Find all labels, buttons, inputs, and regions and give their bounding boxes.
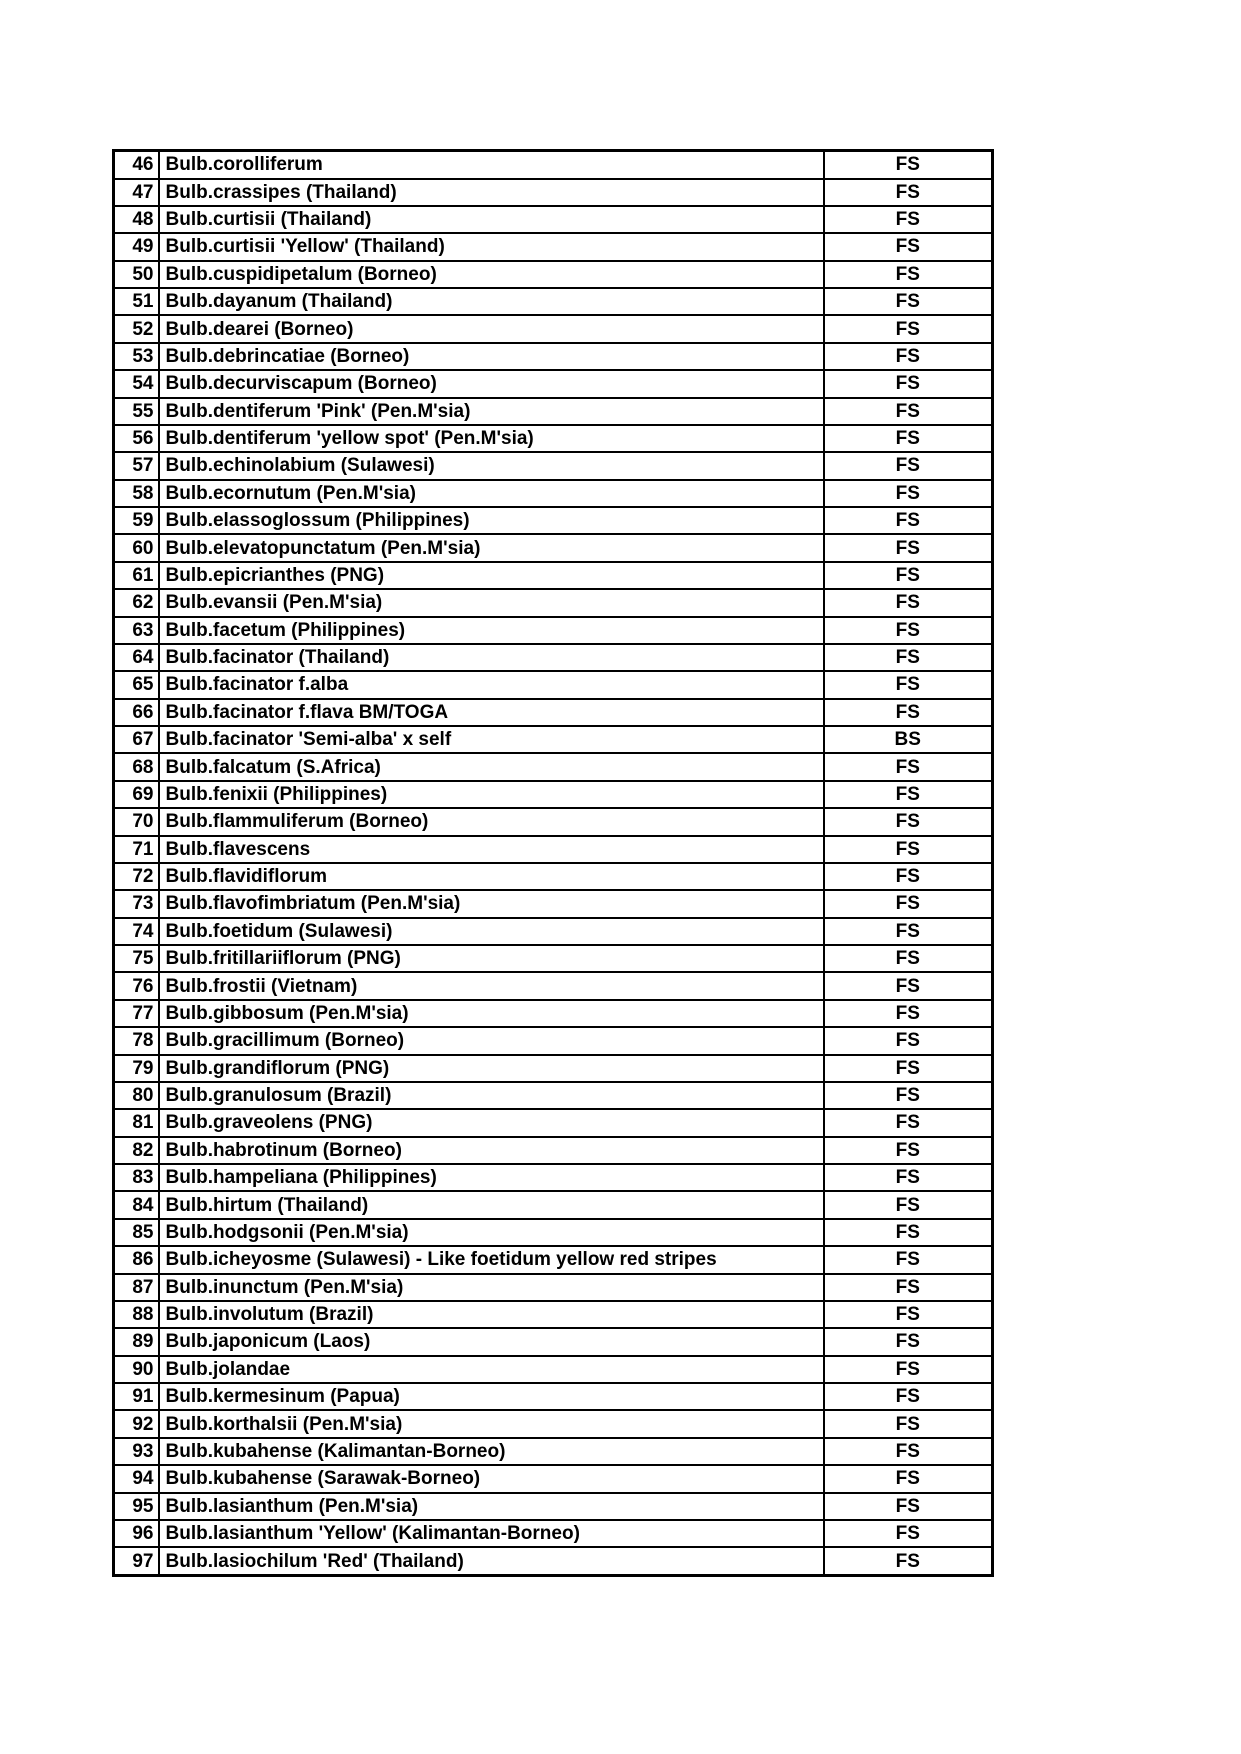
row-number: 69 xyxy=(114,781,159,808)
row-name: Bulb.korthalsii (Pen.M'sia) xyxy=(159,1410,824,1437)
row-name: Bulb.dearei (Borneo) xyxy=(159,315,824,342)
table-row xyxy=(114,1438,993,1465)
table-row xyxy=(114,726,993,753)
row-number: 78 xyxy=(114,1027,159,1054)
table-row xyxy=(114,315,993,342)
row-status: FS xyxy=(824,890,993,917)
row-status: FS xyxy=(824,1246,993,1273)
row-status: FS xyxy=(824,753,993,780)
row-status: FS xyxy=(824,1109,993,1136)
row-name: Bulb.curtisii 'Yellow' (Thailand) xyxy=(159,233,824,260)
row-name: Bulb.kubahense (Sarawak-Borneo) xyxy=(159,1465,824,1492)
row-status: BS xyxy=(824,726,993,753)
row-name: Bulb.debrincatiae (Borneo) xyxy=(159,343,824,370)
row-name: Bulb.decurviscapum (Borneo) xyxy=(159,370,824,397)
row-name: Bulb.lasiochilum 'Red' (Thailand) xyxy=(159,1547,824,1575)
row-name: Bulb.echinolabium (Sulawesi) xyxy=(159,452,824,479)
table-row xyxy=(114,589,993,616)
row-number: 68 xyxy=(114,753,159,780)
row-name: Bulb.kermesinum (Papua) xyxy=(159,1383,824,1410)
row-number: 74 xyxy=(114,918,159,945)
row-number: 85 xyxy=(114,1219,159,1246)
row-number: 96 xyxy=(114,1520,159,1547)
table-row xyxy=(114,206,993,233)
table-row xyxy=(114,972,993,999)
row-name: Bulb.icheyosme (Sulawesi) - Like foetidum yellow red stripes xyxy=(159,1246,824,1273)
table-row xyxy=(114,233,993,260)
row-number: 90 xyxy=(114,1356,159,1383)
row-name: Bulb.japonicum (Laos) xyxy=(159,1328,824,1355)
table-row xyxy=(114,562,993,589)
row-number: 62 xyxy=(114,589,159,616)
row-number: 70 xyxy=(114,808,159,835)
row-number: 95 xyxy=(114,1493,159,1520)
row-name: Bulb.grandiflorum (PNG) xyxy=(159,1055,824,1082)
row-number: 82 xyxy=(114,1137,159,1164)
row-number: 56 xyxy=(114,425,159,452)
row-status: FS xyxy=(824,1383,993,1410)
species-table-body xyxy=(114,151,993,1576)
table-row xyxy=(114,1547,993,1575)
row-status: FS xyxy=(824,398,993,425)
table-row xyxy=(114,1383,993,1410)
row-number: 80 xyxy=(114,1082,159,1109)
row-name: Bulb.habrotinum (Borneo) xyxy=(159,1137,824,1164)
row-status: FS xyxy=(824,261,993,288)
row-name: Bulb.inunctum (Pen.M'sia) xyxy=(159,1274,824,1301)
row-name: Bulb.hampeliana (Philippines) xyxy=(159,1164,824,1191)
row-name: Bulb.facetum (Philippines) xyxy=(159,617,824,644)
row-number: 50 xyxy=(114,261,159,288)
table-row xyxy=(114,808,993,835)
row-status: FS xyxy=(824,480,993,507)
row-status: FS xyxy=(824,1547,993,1575)
table-row xyxy=(114,1000,993,1027)
table-row xyxy=(114,1219,993,1246)
row-name: Bulb.facinator 'Semi-alba' x self xyxy=(159,726,824,753)
row-number: 63 xyxy=(114,617,159,644)
row-name: Bulb.epicrianthes (PNG) xyxy=(159,562,824,589)
row-status: FS xyxy=(824,1191,993,1218)
row-number: 81 xyxy=(114,1109,159,1136)
table-row xyxy=(114,370,993,397)
row-name: Bulb.graveolens (PNG) xyxy=(159,1109,824,1136)
table-row xyxy=(114,1109,993,1136)
row-name: Bulb.facinator f.alba xyxy=(159,671,824,698)
row-status: FS xyxy=(824,808,993,835)
row-name: Bulb.hirtum (Thailand) xyxy=(159,1191,824,1218)
row-status: FS xyxy=(824,315,993,342)
row-status: FS xyxy=(824,1493,993,1520)
row-number: 79 xyxy=(114,1055,159,1082)
row-name: Bulb.curtisii (Thailand) xyxy=(159,206,824,233)
row-status: FS xyxy=(824,1520,993,1547)
row-name: Bulb.kubahense (Kalimantan-Borneo) xyxy=(159,1438,824,1465)
row-number: 49 xyxy=(114,233,159,260)
row-number: 76 xyxy=(114,972,159,999)
row-status: FS xyxy=(824,1438,993,1465)
table-row xyxy=(114,151,993,179)
row-status: FS xyxy=(824,863,993,890)
row-number: 64 xyxy=(114,644,159,671)
row-name: Bulb.dayanum (Thailand) xyxy=(159,288,824,315)
row-number: 93 xyxy=(114,1438,159,1465)
row-number: 52 xyxy=(114,315,159,342)
species-table xyxy=(112,149,994,1577)
row-status: FS xyxy=(824,836,993,863)
table-row xyxy=(114,425,993,452)
row-status: FS xyxy=(824,1055,993,1082)
row-number: 88 xyxy=(114,1301,159,1328)
row-status: FS xyxy=(824,972,993,999)
row-status: FS xyxy=(824,671,993,698)
row-name: Bulb.fritillariiflorum (PNG) xyxy=(159,945,824,972)
table-row xyxy=(114,398,993,425)
row-status: FS xyxy=(824,1465,993,1492)
row-status: FS xyxy=(824,534,993,561)
row-status: FS xyxy=(824,151,993,179)
table-row xyxy=(114,918,993,945)
table-row xyxy=(114,288,993,315)
row-status: FS xyxy=(824,781,993,808)
table-row xyxy=(114,1493,993,1520)
table-row xyxy=(114,1356,993,1383)
row-status: FS xyxy=(824,1164,993,1191)
row-name: Bulb.evansii (Pen.M'sia) xyxy=(159,589,824,616)
row-name: Bulb.involutum (Brazil) xyxy=(159,1301,824,1328)
table-row xyxy=(114,945,993,972)
row-number: 83 xyxy=(114,1164,159,1191)
row-status: FS xyxy=(824,562,993,589)
row-number: 87 xyxy=(114,1274,159,1301)
table-row xyxy=(114,1027,993,1054)
row-status: FS xyxy=(824,343,993,370)
row-status: FS xyxy=(824,452,993,479)
row-name: Bulb.flammuliferum (Borneo) xyxy=(159,808,824,835)
table-row xyxy=(114,534,993,561)
row-number: 92 xyxy=(114,1410,159,1437)
row-number: 71 xyxy=(114,836,159,863)
row-status: FS xyxy=(824,1082,993,1109)
row-status: FS xyxy=(824,918,993,945)
table-row xyxy=(114,836,993,863)
table-row xyxy=(114,753,993,780)
row-status: FS xyxy=(824,1328,993,1355)
row-number: 67 xyxy=(114,726,159,753)
row-number: 53 xyxy=(114,343,159,370)
table-row xyxy=(114,781,993,808)
row-name: Bulb.fenixii (Philippines) xyxy=(159,781,824,808)
row-number: 94 xyxy=(114,1465,159,1492)
row-number: 55 xyxy=(114,398,159,425)
row-status: FS xyxy=(824,945,993,972)
row-number: 48 xyxy=(114,206,159,233)
row-number: 97 xyxy=(114,1547,159,1575)
table-row xyxy=(114,1164,993,1191)
row-number: 51 xyxy=(114,288,159,315)
table-row xyxy=(114,1191,993,1218)
row-name: Bulb.facinator f.flava BM/TOGA xyxy=(159,699,824,726)
row-status: FS xyxy=(824,370,993,397)
row-name: Bulb.flavidiflorum xyxy=(159,863,824,890)
row-name: Bulb.lasianthum (Pen.M'sia) xyxy=(159,1493,824,1520)
row-name: Bulb.dentiferum 'Pink' (Pen.M'sia) xyxy=(159,398,824,425)
row-number: 61 xyxy=(114,562,159,589)
row-number: 86 xyxy=(114,1246,159,1273)
row-name: Bulb.frostii (Vietnam) xyxy=(159,972,824,999)
row-number: 73 xyxy=(114,890,159,917)
table-row xyxy=(114,480,993,507)
row-number: 72 xyxy=(114,863,159,890)
row-name: Bulb.crassipes (Thailand) xyxy=(159,179,824,206)
row-status: FS xyxy=(824,1356,993,1383)
table-row xyxy=(114,452,993,479)
row-number: 66 xyxy=(114,699,159,726)
row-name: Bulb.granulosum (Brazil) xyxy=(159,1082,824,1109)
row-number: 89 xyxy=(114,1328,159,1355)
table-row xyxy=(114,261,993,288)
row-number: 75 xyxy=(114,945,159,972)
row-name: Bulb.flavescens xyxy=(159,836,824,863)
row-status: FS xyxy=(824,507,993,534)
row-status: FS xyxy=(824,179,993,206)
row-status: FS xyxy=(824,589,993,616)
table-row xyxy=(114,863,993,890)
row-number: 65 xyxy=(114,671,159,698)
table-row xyxy=(114,644,993,671)
table-row xyxy=(114,1274,993,1301)
table-row xyxy=(114,1301,993,1328)
table-row xyxy=(114,1410,993,1437)
row-status: FS xyxy=(824,1219,993,1246)
row-number: 60 xyxy=(114,534,159,561)
row-status: FS xyxy=(824,1274,993,1301)
table-row xyxy=(114,699,993,726)
table-row xyxy=(114,1082,993,1109)
row-number: 77 xyxy=(114,1000,159,1027)
row-status: FS xyxy=(824,206,993,233)
row-name: Bulb.falcatum (S.Africa) xyxy=(159,753,824,780)
table-row xyxy=(114,617,993,644)
row-status: FS xyxy=(824,1301,993,1328)
table-row xyxy=(114,179,993,206)
row-name: Bulb.elassoglossum (Philippines) xyxy=(159,507,824,534)
table-row xyxy=(114,671,993,698)
table-row xyxy=(114,1137,993,1164)
row-name: Bulb.hodgsonii (Pen.M'sia) xyxy=(159,1219,824,1246)
row-status: FS xyxy=(824,1137,993,1164)
row-name: Bulb.flavofimbriatum (Pen.M'sia) xyxy=(159,890,824,917)
table-row xyxy=(114,1520,993,1547)
row-number: 46 xyxy=(114,151,159,179)
row-name: Bulb.jolandae xyxy=(159,1356,824,1383)
row-name: Bulb.corolliferum xyxy=(159,151,824,179)
row-status: FS xyxy=(824,617,993,644)
row-name: Bulb.cuspidipetalum (Borneo) xyxy=(159,261,824,288)
row-number: 57 xyxy=(114,452,159,479)
table-row xyxy=(114,1465,993,1492)
row-status: FS xyxy=(824,1410,993,1437)
row-name: Bulb.gracillimum (Borneo) xyxy=(159,1027,824,1054)
row-name: Bulb.elevatopunctatum (Pen.M'sia) xyxy=(159,534,824,561)
row-number: 54 xyxy=(114,370,159,397)
table-row xyxy=(114,343,993,370)
table-row xyxy=(114,890,993,917)
row-status: FS xyxy=(824,1000,993,1027)
row-name: Bulb.lasianthum 'Yellow' (Kalimantan-Borneo) xyxy=(159,1520,824,1547)
row-number: 47 xyxy=(114,179,159,206)
row-status: FS xyxy=(824,699,993,726)
row-name: Bulb.foetidum (Sulawesi) xyxy=(159,918,824,945)
table-row xyxy=(114,1055,993,1082)
table-row xyxy=(114,507,993,534)
row-name: Bulb.dentiferum 'yellow spot' (Pen.M'sia) xyxy=(159,425,824,452)
row-status: FS xyxy=(824,288,993,315)
row-name: Bulb.gibbosum (Pen.M'sia) xyxy=(159,1000,824,1027)
table-row xyxy=(114,1246,993,1273)
row-status: FS xyxy=(824,644,993,671)
row-status: FS xyxy=(824,233,993,260)
table-row xyxy=(114,1328,993,1355)
row-number: 84 xyxy=(114,1191,159,1218)
row-status: FS xyxy=(824,1027,993,1054)
row-name: Bulb.ecornutum (Pen.M'sia) xyxy=(159,480,824,507)
row-status: FS xyxy=(824,425,993,452)
row-number: 91 xyxy=(114,1383,159,1410)
row-number: 59 xyxy=(114,507,159,534)
row-name: Bulb.facinator (Thailand) xyxy=(159,644,824,671)
row-number: 58 xyxy=(114,480,159,507)
